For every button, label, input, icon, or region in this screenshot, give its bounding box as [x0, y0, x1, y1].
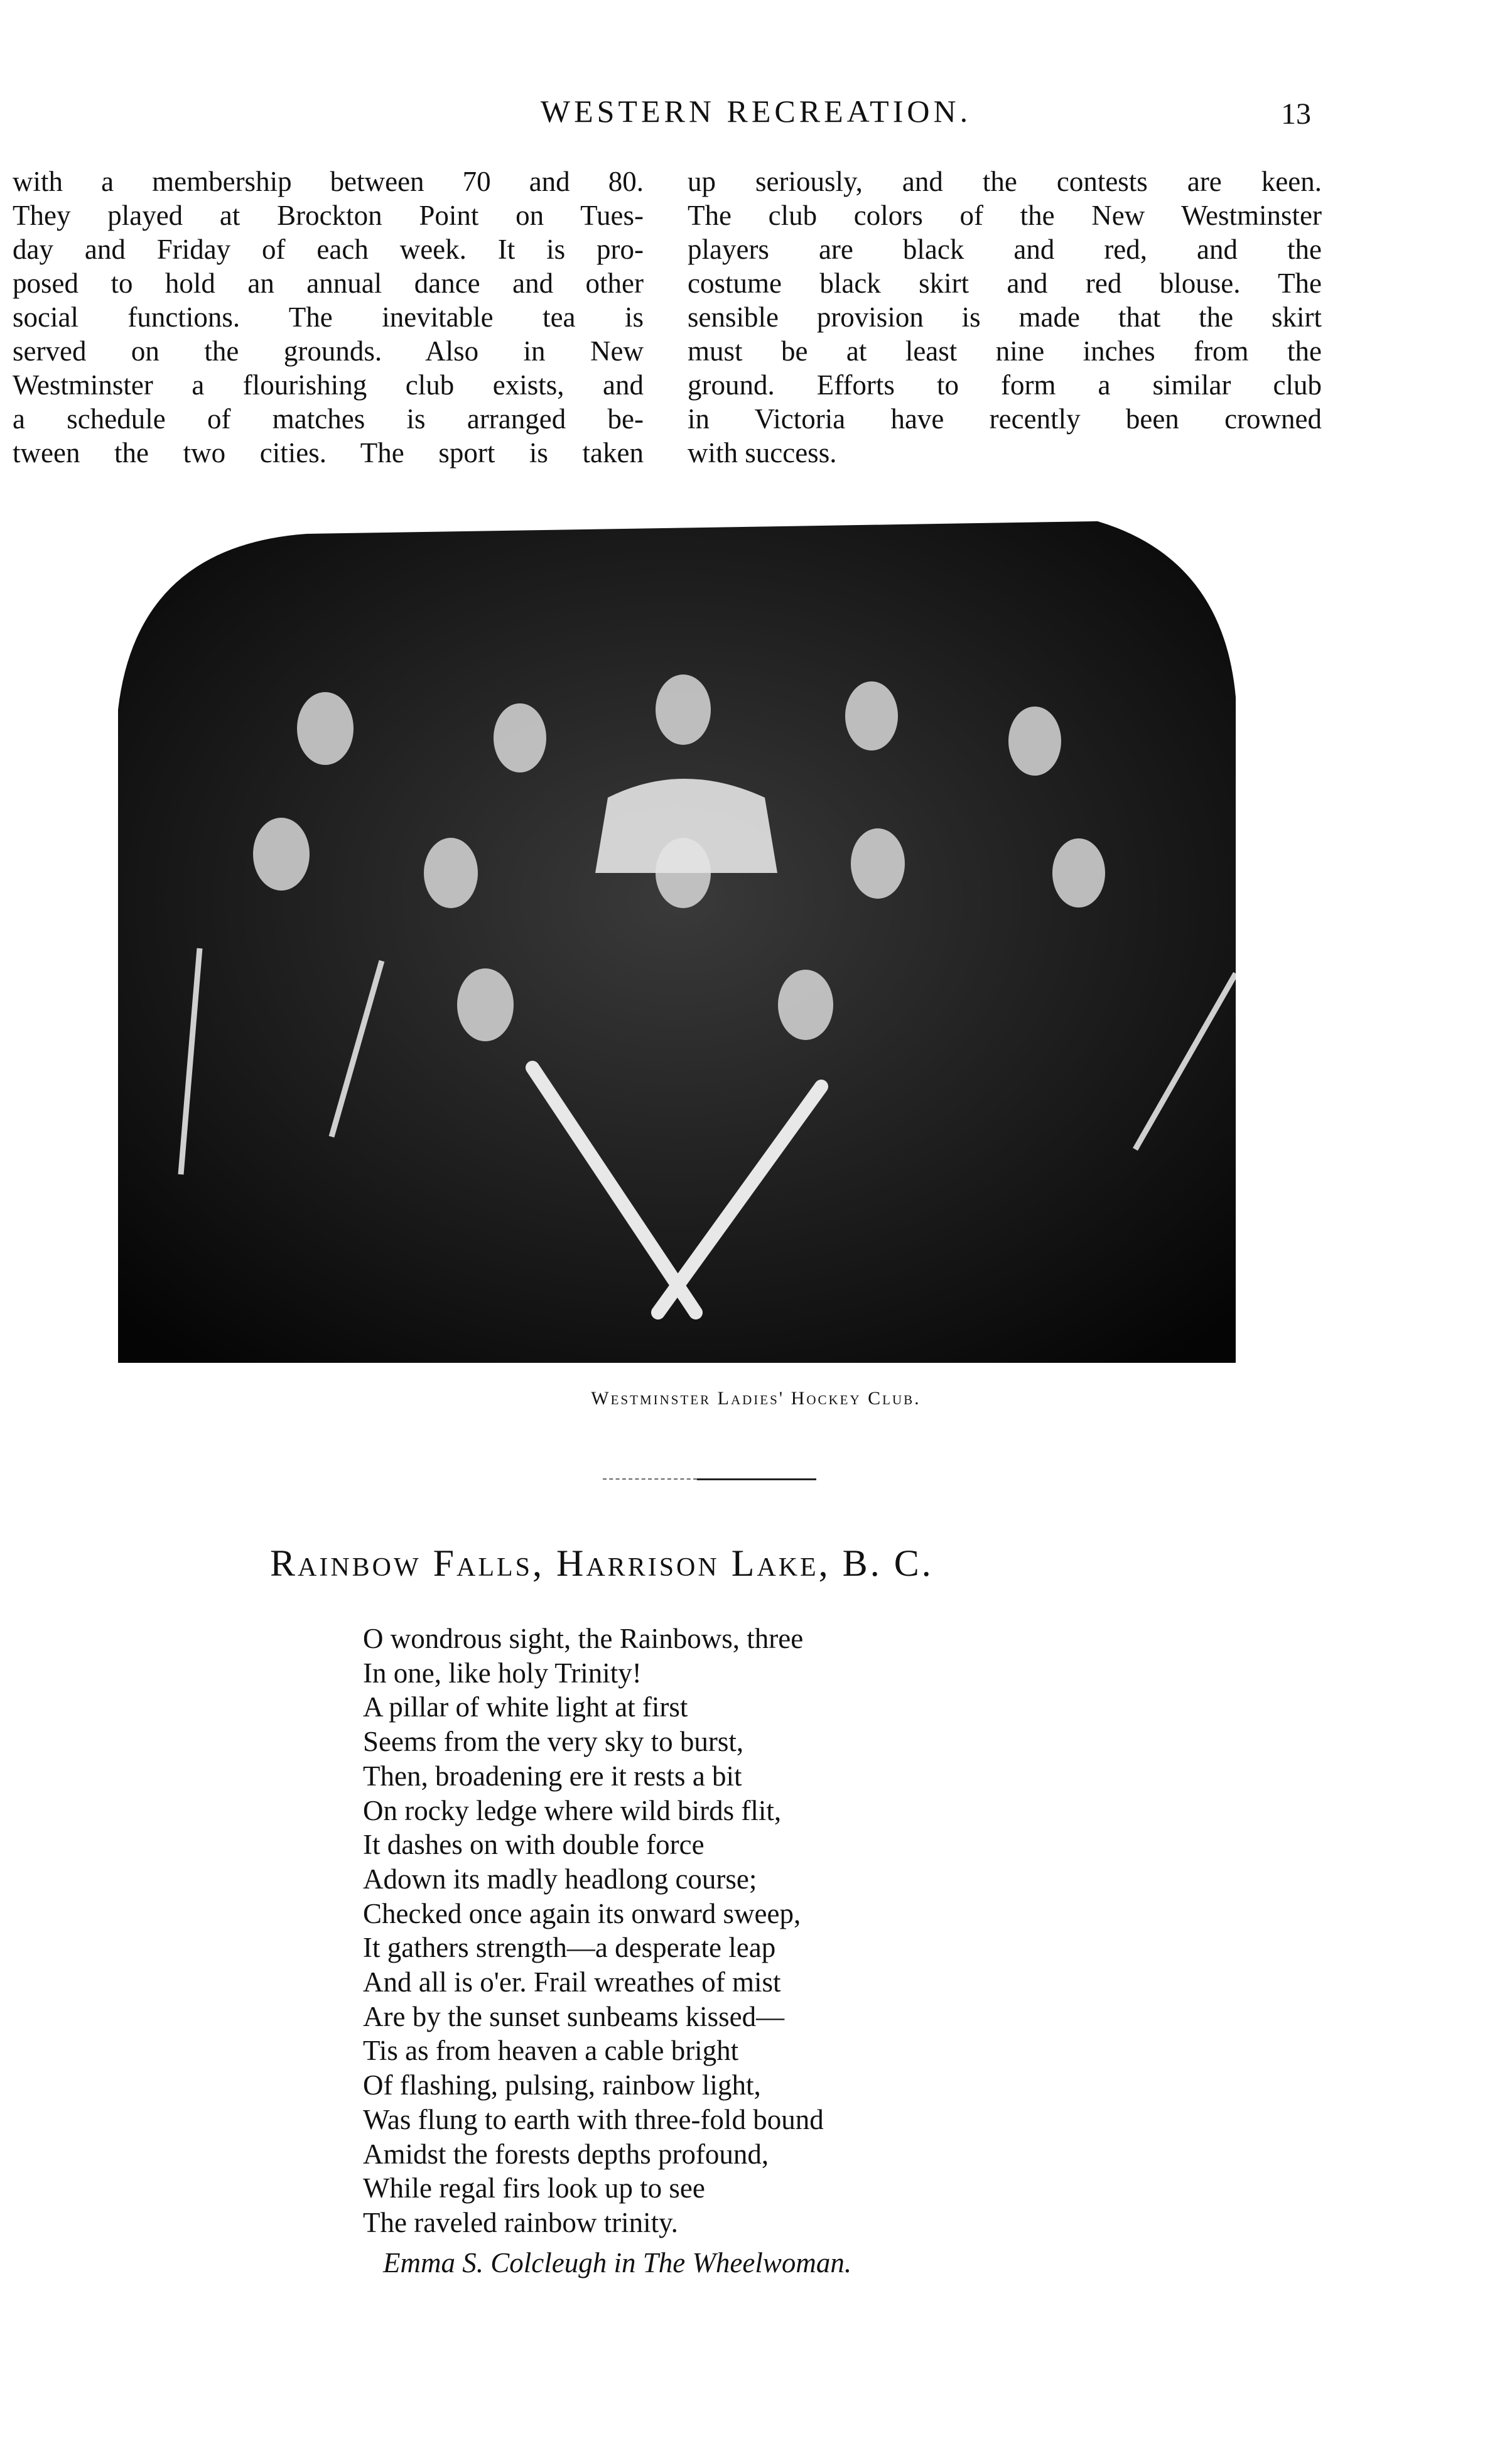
- poem-line: And all is o'er. Frail wreathes of mist: [363, 1966, 781, 1998]
- poem-line: O wondrous sight, the Rainbows, three: [363, 1623, 804, 1654]
- text-line: They played at Brockton Point on Tues-: [13, 200, 644, 231]
- poem-line: It dashes on with double force: [363, 1829, 705, 1861]
- text-line: served on the grounds. Also in New: [13, 335, 644, 367]
- poem-line: While regal firs look up to see: [363, 2172, 705, 2204]
- poem-line: Amidst the forests depths profound,: [363, 2138, 769, 2170]
- text-line: costume black skirt and red blouse. The: [688, 268, 1322, 299]
- text-line: posed to hold an annual dance and other: [13, 268, 644, 299]
- poem-body: [363, 1622, 1116, 2240]
- poem-line: Then, broadening ere it rests a bit: [363, 1760, 742, 1792]
- poem-line: The raveled rainbow trinity.: [363, 2206, 678, 2238]
- photo-caption: Westminster Ladies' Hockey Club.: [591, 1388, 921, 1409]
- text-line: tween the two cities. The sport is taken: [13, 437, 644, 469]
- text-line: with success.: [688, 437, 837, 469]
- text-line: a schedule of matches is arranged be-: [13, 403, 644, 435]
- page-number: 13: [1281, 97, 1311, 131]
- poem-line: Tis as from heaven a cable bright: [363, 2035, 739, 2067]
- poem-line: A pillar of white light at first: [363, 1691, 688, 1723]
- poem-attribution: Emma S. Colcleugh in The Wheelwoman.: [383, 2247, 852, 2278]
- text-line: in Victoria have recently been crowned: [688, 403, 1322, 435]
- text-line: players are black and red, and the: [688, 234, 1322, 265]
- article-right-column: [688, 165, 1322, 470]
- poem-line: On rocky ledge where wild birds flit,: [363, 1794, 782, 1826]
- poem-line: Of flashing, pulsing, rainbow light,: [363, 2069, 761, 2101]
- text-line: Westminster a flourishing club exists, and: [13, 369, 644, 401]
- hockey-club-photo: [118, 521, 1236, 1363]
- section-divider: [697, 1478, 816, 1480]
- text-line: up seriously, and the contests are keen.: [688, 166, 1322, 197]
- poem-line: In one, like holy Trinity!: [363, 1657, 642, 1689]
- poem-line: Seems from the very sky to burst,: [363, 1726, 744, 1758]
- text-line: must be at least nine inches from the: [688, 335, 1322, 367]
- text-line: with a membership between 70 and 80.: [13, 166, 644, 197]
- text-line: social functions. The inevitable tea is: [13, 301, 644, 333]
- poem-line: Was flung to earth with three-fold bound: [363, 2103, 824, 2135]
- text-line: The club colors of the New Westminster: [688, 200, 1322, 231]
- text-line: sensible provision is made that the skirt: [688, 301, 1322, 333]
- poem-title: Rainbow Falls, Harrison Lake, B. C.: [270, 1542, 934, 1584]
- text-line: day and Friday of each week. It is pro-: [13, 234, 644, 265]
- section-divider-dashed: [603, 1478, 697, 1480]
- text-line: ground. Efforts to form a similar club: [688, 369, 1322, 401]
- running-title: WESTERN RECREATION.: [540, 94, 972, 129]
- poem-line: Adown its madly headlong course;: [363, 1863, 757, 1895]
- article-left-column: [13, 165, 644, 470]
- poem-line: It gathers strength—a desperate leap: [363, 1932, 776, 1964]
- poem-line: Checked once again its onward sweep,: [363, 1897, 801, 1929]
- poem-line: Are by the sunset sunbeams kissed—: [363, 2000, 785, 2032]
